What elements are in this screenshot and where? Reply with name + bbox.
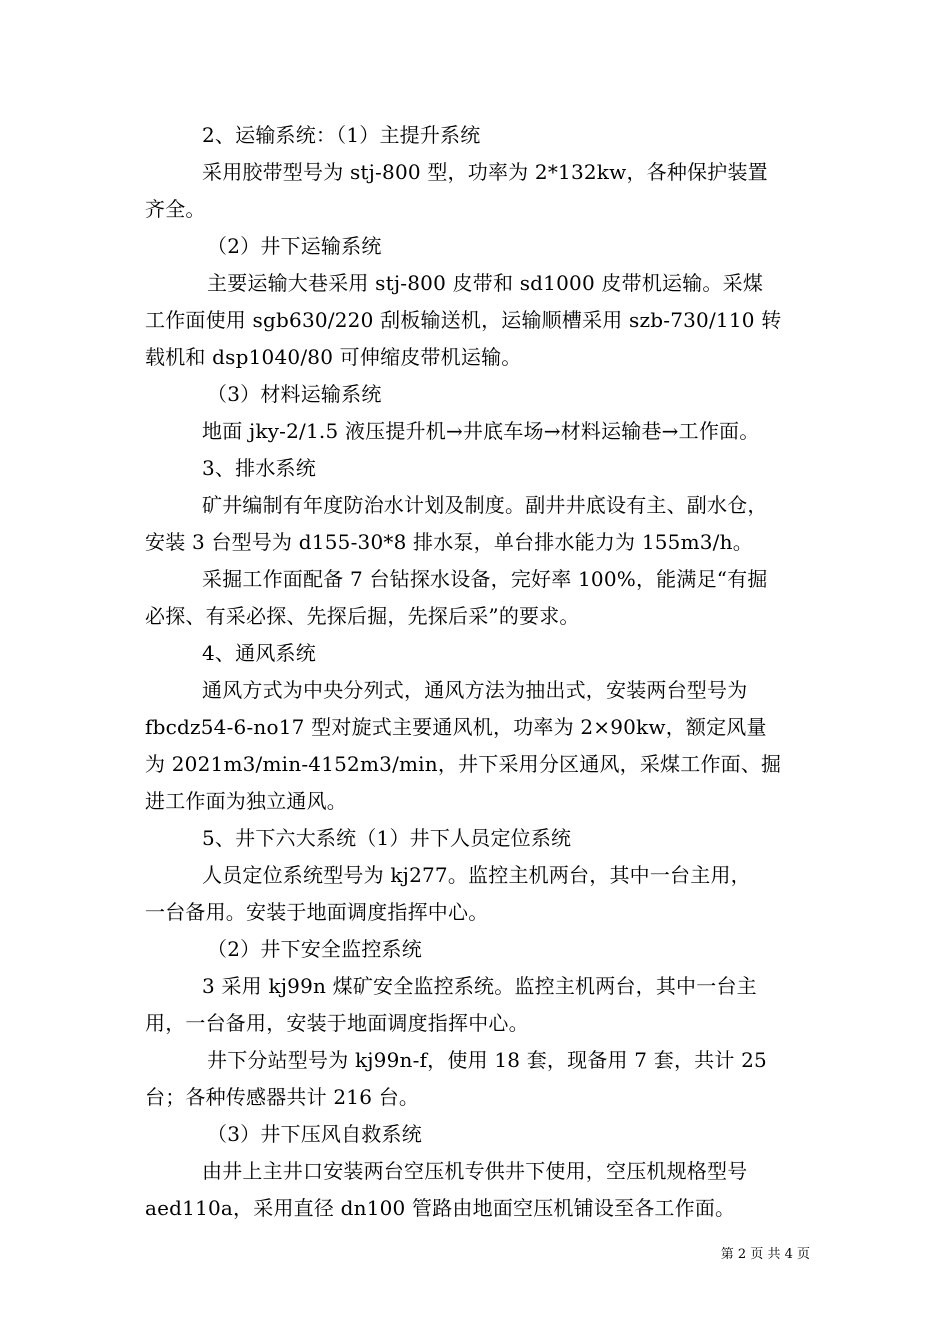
text-line: （3）材料运输系统 [207, 382, 382, 406]
text-line: 井下分站型号为 kj99n-f，使用 18 套，现备用 7 套，共计 25 [207, 1048, 767, 1072]
text-line: 安装 3 台型号为 d155-30*8 排水泵，单台排水能力为 155m3/h。 [145, 530, 753, 554]
text-line: 4、通风系统 [202, 641, 316, 665]
text-line: 矿井编制有年度防治水计划及制度。副井井底设有主、副水仓， [202, 493, 768, 517]
text-line: 齐全。 [145, 197, 206, 221]
text-line: （2）井下运输系统 [207, 234, 382, 258]
text-line: 5、井下六大系统（1）井下人员定位系统 [202, 826, 572, 850]
text-line: 地面 jky-2/1.5 液压提升机→井底车场→材料运输巷→工作面。 [202, 419, 760, 443]
text-line: 2、运输系统：（1）主提升系统 [202, 123, 481, 147]
text-line: 进工作面为独立通风。 [145, 789, 347, 813]
text-line: 主要运输大巷采用 stj-800 皮带和 sd1000 皮带机运输。采煤 [207, 271, 764, 295]
text-line: 采掘工作面配备 7 台钻探水设备，完好率 100%，能满足“有掘 [202, 567, 768, 591]
text-line: 人员定位系统型号为 kj277。监控主机两台，其中一台主用， [202, 863, 751, 887]
text-line: fbcdz54-6-no17 型对旋式主要通风机，功率为 2×90kw，额定风量 [145, 715, 767, 739]
text-line: （2）井下安全监控系统 [207, 937, 422, 961]
text-line: 采用胶带型号为 stj-800 型，功率为 2*132kw，各种保护装置 [202, 160, 768, 184]
text-line: 必探、有采必探、先探后掘，先探后采”的要求。 [145, 604, 580, 628]
text-line: 一台备用。安装于地面调度指挥中心。 [145, 900, 489, 924]
text-line: 3、排水系统 [202, 456, 316, 480]
text-line: （3）井下压风自救系统 [207, 1122, 422, 1146]
text-line: 台；各种传感器共计 216 台。 [145, 1085, 420, 1109]
text-line: 通风方式为中央分列式，通风方法为抽出式，安装两台型号为 [202, 678, 748, 702]
text-line: 为 2021m3/min-4152m3/min，井下采用分区通风，采煤工作面、掘 [145, 752, 782, 776]
text-line: 载机和 dsp1040/80 可伸缩皮带机运输。 [145, 345, 522, 369]
text-line: aed110a，采用直径 dn100 管路由地面空压机铺设至各工作面。 [145, 1196, 736, 1220]
page-number-footer: 第 2 页 共 4 页 [720, 1247, 810, 1262]
text-line: 工作面使用 sgb630/220 刮板输送机，运输顺槽采用 szb-730/110 转 [145, 308, 782, 332]
text-line: 用，一台备用，安装于地面调度指挥中心。 [145, 1011, 529, 1035]
text-line: 3 采用 kj99n 煤矿安全监控系统。监控主机两台，其中一台主 [202, 974, 757, 998]
document-body [145, 117, 810, 1227]
text-line: 由井上主井口安装两台空压机专供井下使用，空压机规格型号 [202, 1159, 748, 1183]
